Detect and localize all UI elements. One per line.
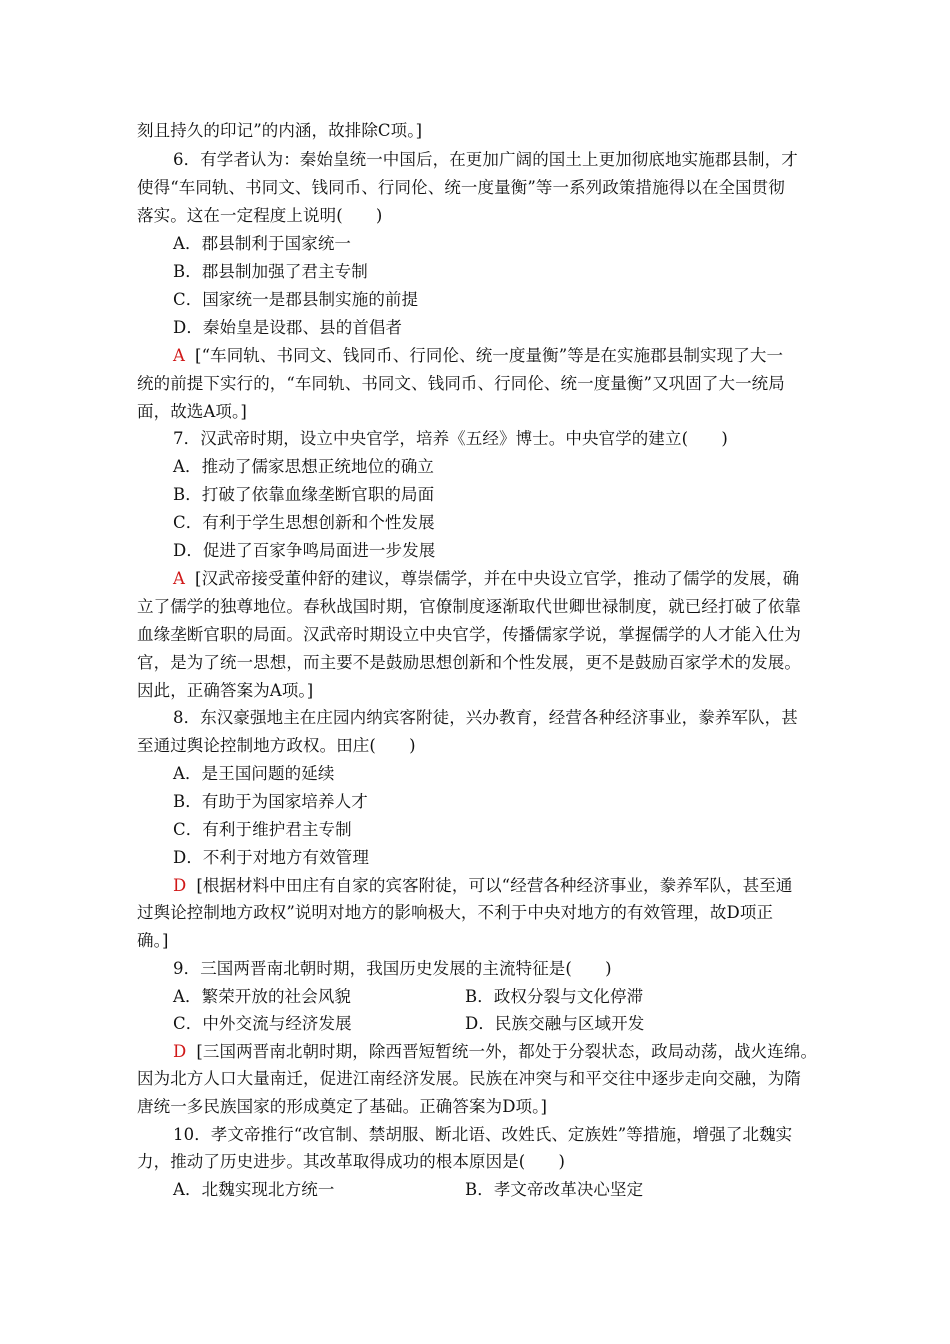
option-d: D．不利于对地方有效管理 (173, 848, 369, 867)
question-7-stem: 7．汉武帝时期，设立中央官学，培养《五经》博士。中央官学的建立( ) (173, 429, 728, 448)
option-d: D．民族交融与区域开发 (465, 1014, 645, 1033)
text-line: 血缘垄断官职的局面。汉武帝时期设立中央官学，传播儒家学说，掌握儒学的人才能入仕为 (137, 625, 801, 644)
option-d: D．促进了百家争鸣局面进一步发展 (173, 541, 436, 560)
explanation-text: [根据材料中田庄有自家的宾客附徒，可以“经营各种经济事业，豢养军队，甚至通 (196, 876, 793, 895)
option-c: C．有利于维护君主专制 (173, 820, 352, 839)
option-a: A．繁荣开放的社会风貌 (173, 987, 352, 1006)
question-10-stem: 10．孝文帝推行“改官制、禁胡服、断北语、改姓氏、定族姓”等措施，增强了北魏实 (173, 1125, 793, 1144)
text-line: 至通过舆论控制地方政权。田庄( ) (137, 736, 416, 755)
text-line: 落实。这在一定程度上说明( ) (137, 206, 383, 225)
explanation-text: [汉武帝接受董仲舒的建议，尊崇儒学，并在中央设立官学，推动了儒学的发展，确 (195, 569, 800, 588)
option-b: B．有助于为国家培养人才 (173, 792, 368, 811)
answer-explanation (173, 876, 820, 896)
text-line: 面，故选A项。] (137, 402, 247, 421)
answer-explanation (173, 569, 820, 589)
explanation-text: [“车同轨、书同文、钱同币、行同伦、统一度量衡”等是在实施郡县制实现了大一 (195, 346, 784, 365)
option-b: B．政权分裂与文化停滞 (465, 987, 644, 1006)
text-line: 官，是为了统一思想，而主要不是鼓励思想创新和个性发展，更不是鼓励百家学术的发展。 (137, 653, 801, 672)
answer-letter: D (173, 876, 187, 895)
option-b: B．郡县制加强了君主专制 (173, 262, 368, 281)
text-line: 统的前提下实行的，“车同轨、书同文、钱同币、行同伦、统一度量衡”又巩固了大一统局 (137, 374, 785, 393)
answer-letter: A (173, 346, 186, 365)
option-d: D．秦始皇是设郡、县的首倡者 (173, 318, 403, 337)
option-a: A．郡县制利于国家统一 (173, 234, 352, 253)
text-line: 因此，正确答案为A项。] (137, 681, 314, 700)
answer-explanation (173, 346, 820, 366)
option-a: A．推动了儒家思想正统地位的确立 (173, 457, 435, 476)
option-c: C．有利于学生思想创新和个性发展 (173, 513, 435, 532)
option-a: A．是王国问题的延续 (173, 764, 335, 783)
option-c: C．国家统一是郡县制实施的前提 (173, 290, 419, 309)
text-line: 力，推动了历史进步。其改革取得成功的根本原因是( ) (137, 1152, 566, 1171)
option-c: C．中外交流与经济发展 (173, 1014, 352, 1033)
explanation-text: [三国两晋南北朝时期，除西晋短暂统一外，都处于分裂状态，政局动荡，战火连绵。 (196, 1042, 818, 1061)
question-9-stem: 9．三国两晋南北朝时期，我国历史发展的主流特征是( ) (173, 959, 612, 978)
question-6-stem: 6．有学者认为：秦始皇统一中国后，在更加广阔的国土上更加彻底地实施郡县制，才 (173, 150, 798, 169)
text-line: 因为北方人口大量南迁，促进江南经济发展。民族在冲突与和平交往中逐步走向交融，为隋 (137, 1069, 801, 1088)
text-line: 使得“车同轨、书同文、钱同币、行同伦、统一度量衡”等一系列政策措施得以在全国贯彻 (137, 178, 785, 197)
option-b: B．打破了依靠血缘垄断官职的局面 (173, 485, 435, 504)
text-line: 唐统一多民族国家的形成奠定了基础。正确答案为D项。] (137, 1097, 548, 1116)
option-b: B．孝文帝改革决心坚定 (465, 1180, 644, 1199)
answer-letter: D (173, 1042, 187, 1061)
option-a: A．北魏实现北方统一 (173, 1180, 335, 1199)
answer-explanation (173, 1042, 820, 1062)
text-line: 过舆论控制地方政权”说明对地方的影响极大，不利于中央对地方的有效管理，故D项正 (137, 903, 774, 922)
text-line: 刻且持久的印记”的内涵，故排除C项。] (137, 121, 423, 140)
answer-letter: A (173, 569, 186, 588)
text-line: 立了儒学的独尊地位。春秋战国时期，官僚制度逐渐取代世卿世禄制度，就已经打破了依靠 (137, 597, 801, 616)
question-8-stem: 8．东汉豪强地主在庄园内纳宾客附徒，兴办教育，经营各种经济事业，豢养军队，甚 (173, 708, 798, 727)
text-line: 确。] (137, 931, 169, 950)
